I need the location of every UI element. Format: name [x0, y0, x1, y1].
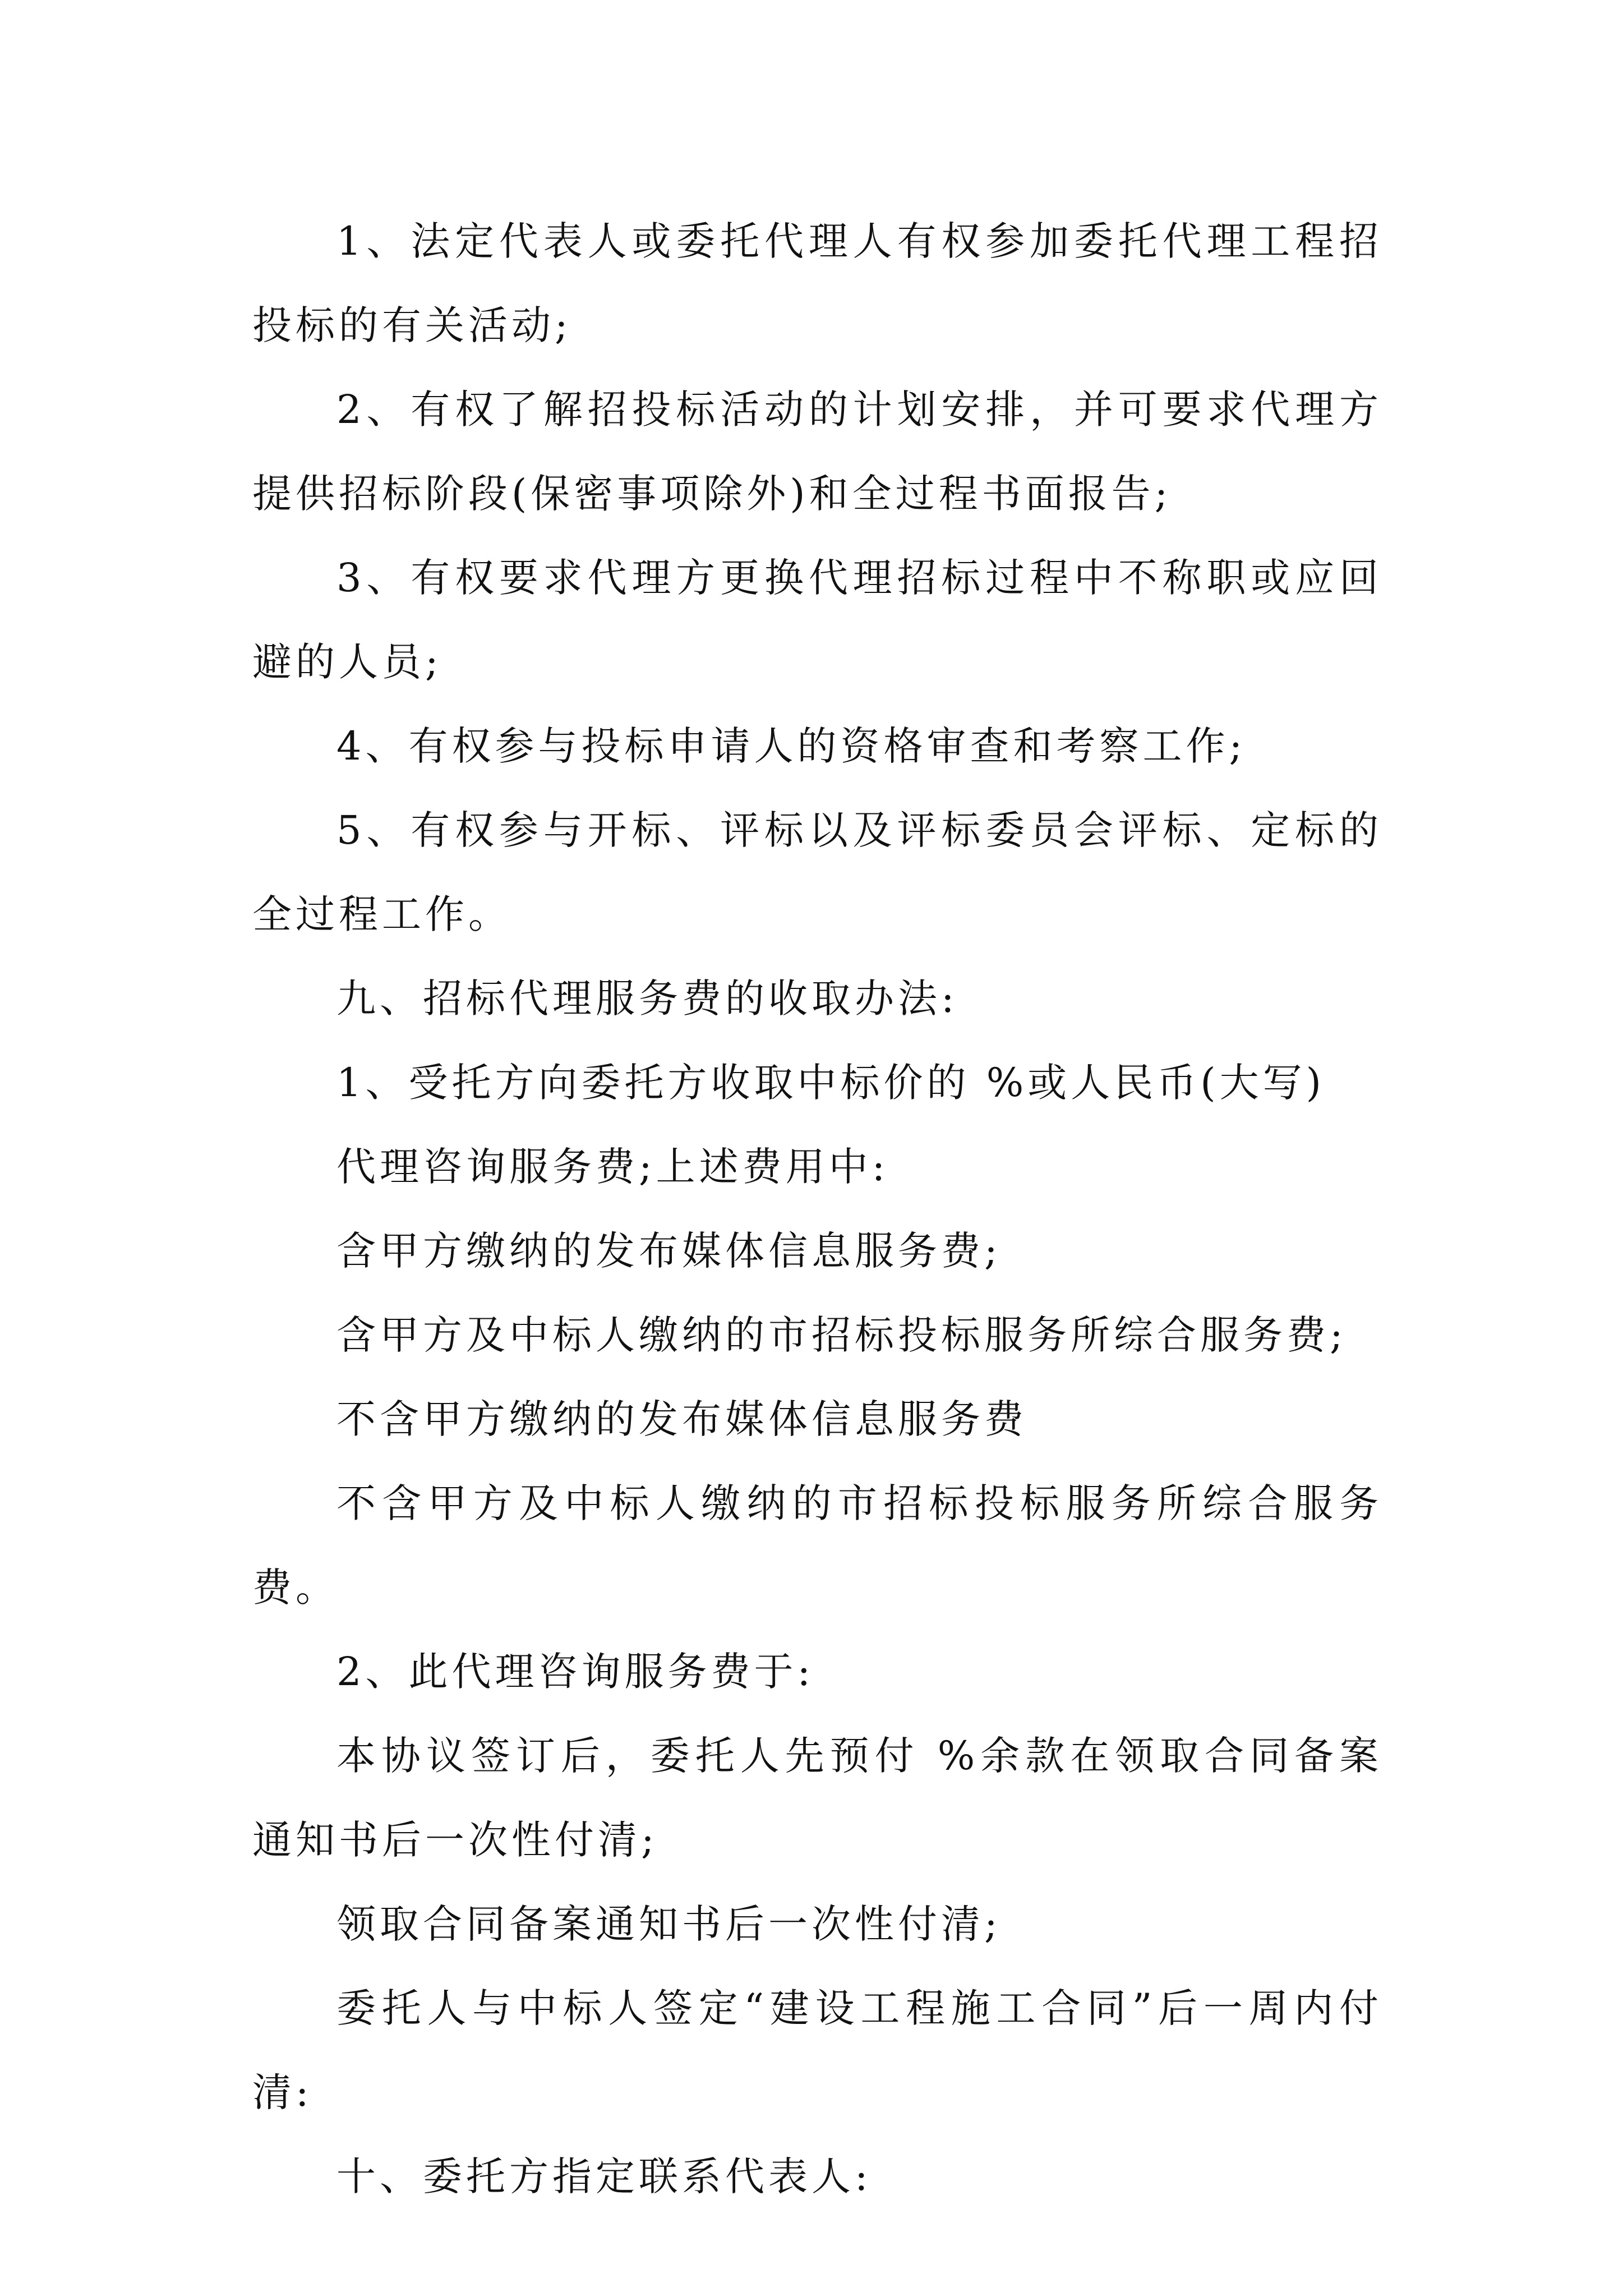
paragraph-right-1: 1、法定代表人或委托代理人有权参加委托代理工程招投标的有关活动; [252, 218, 1382, 348]
section-heading-fee-method: 九、招标代理服务费的收取办法: [336, 976, 958, 1022]
option-prepay: 本协议签订后，委托人先预付 %余款在领取合同备案通知书后一次性付清; [252, 1733, 1382, 1863]
option-includes-media-fee: 含甲方缴纳的发布媒体信息服务费; [336, 1228, 1002, 1274]
paragraph-right-4: 4、有权参与投标申请人的资格审查和考察工作; [336, 723, 1247, 769]
paragraph-fee-detail: 代理咨询服务费;上述费用中: [336, 1144, 889, 1190]
section-heading-contact: 十、委托方指定联系代表人: [336, 2154, 872, 2200]
paragraph-fee-1: 1、受托方向委托方收取中标价的 %或人民币(大写) [336, 1060, 1325, 1106]
paragraph-right-2: 2、有权了解招投标活动的计划安排，并可要求代理方提供招标阶段(保密事项除外)和全过程书面报告; [252, 386, 1382, 517]
option-excludes-media-fee: 不含甲方缴纳的发布媒体信息服务费 [336, 1396, 1027, 1442]
option-excludes-service-fee: 不含甲方及中标人缴纳的市招标投标服务所综合服务费。 [252, 1480, 1382, 1611]
paragraph-right-5: 5、有权参与开标、评标以及评标委员会评标、定标的全过程工作。 [252, 807, 1382, 937]
paragraph-right-3: 3、有权要求代理方更换代理招标过程中不称职或应回避的人员; [252, 555, 1382, 685]
document-body [252, 199, 1382, 2219]
option-pay-on-filing: 领取合同备案通知书后一次性付清; [336, 1901, 1002, 1947]
paragraph-fee-2: 2、此代理咨询服务费于: [336, 1649, 815, 1695]
option-pay-after-contract: 委托人与中标人签定“建设工程施工合同”后一周内付清: [252, 1985, 1382, 2115]
option-includes-service-fee: 含甲方及中标人缴纳的市招标投标服务所综合服务费; [336, 1312, 1347, 1358]
